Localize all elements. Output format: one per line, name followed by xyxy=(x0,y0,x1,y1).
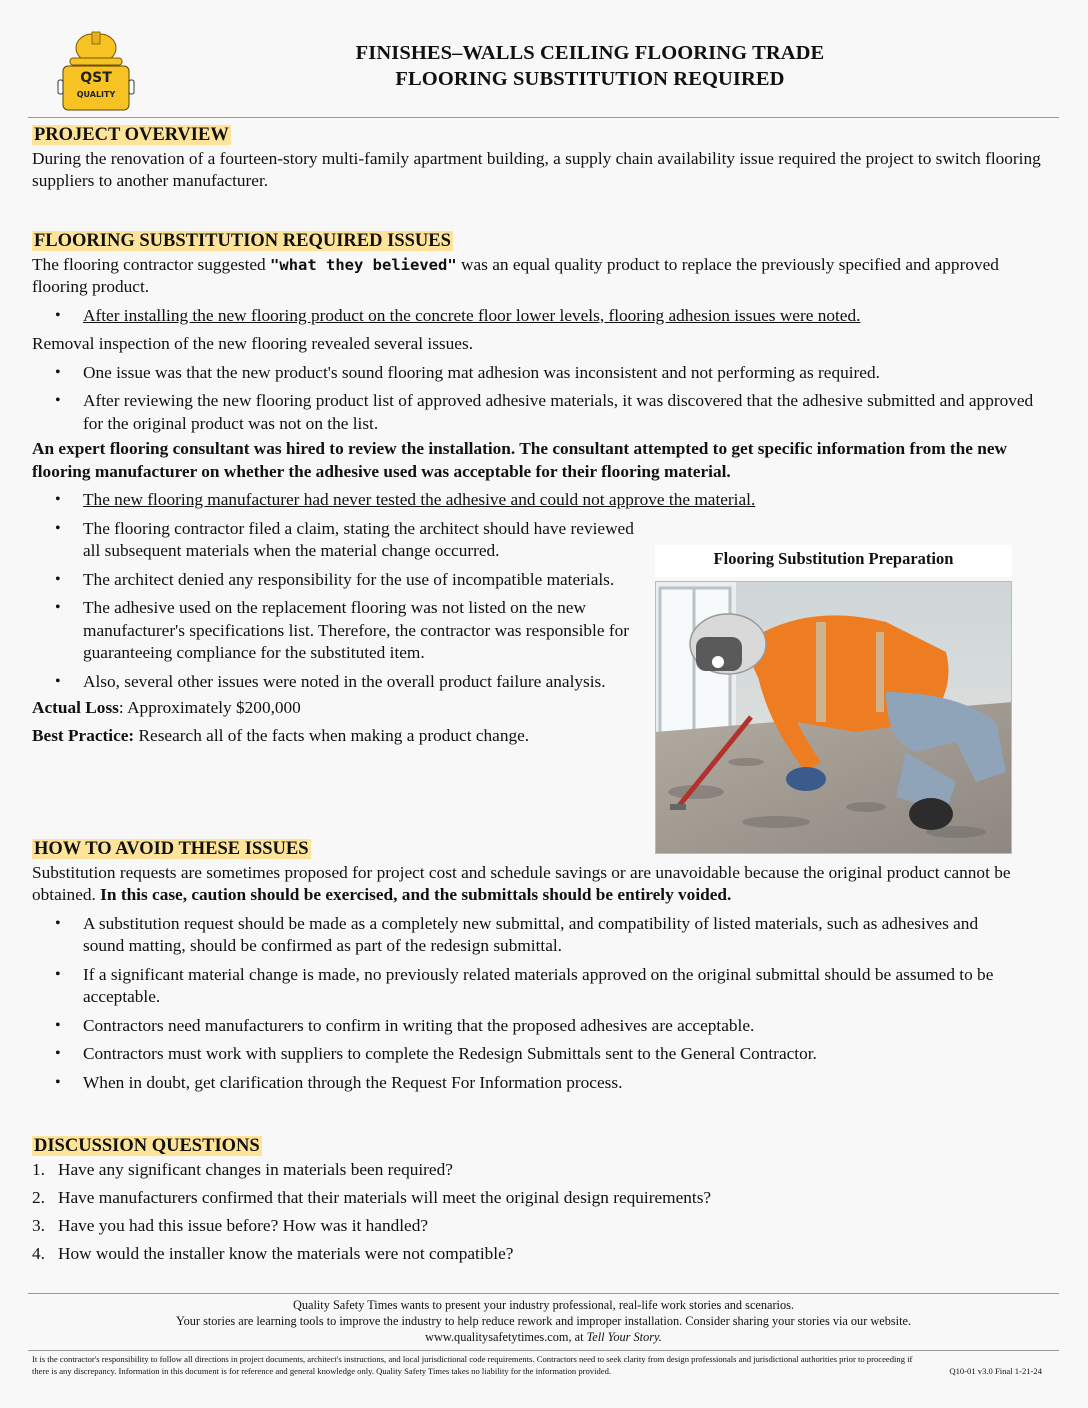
avoid-bullet-material-change: If a significant material change is made, no previously related materials approved on the original submittal should be assumed to be acceptable. xyxy=(83,964,994,1006)
project-overview-heading: PROJECT OVERVIEW xyxy=(34,125,229,145)
footer-divider xyxy=(28,1293,1059,1294)
bullet-adhesive-not-listed: After reviewing the new flooring product list of approved adhesive materials, it was discovered that the adhesive submitted and approved for the original product was not on the list. xyxy=(83,391,1034,433)
disclaimer-text: It is the contractor's responsibility to follow all directions in project documents, architect's instructions, and local jurisdictional code requirements. Contractors need to seek clarity from design professionals and jurisdictional authorities prior to proceeding if there is any discrepancy. Information in this document is for reference and general knowledge only. Quality Safety Times takes no liability for the information provided. xyxy=(32,1354,913,1376)
project-overview-text: During the renovation of a fourteen-story multi-family apartment building, a supply chain availability issue required the project to switch flooring suppliers to another manufacturer. xyxy=(32,148,1041,190)
avoid-issues-section xyxy=(32,838,1056,1100)
best-practice-value: Research all of the facts when making a product change. xyxy=(134,725,530,745)
tell-your-story-link[interactable]: Tell Your Story. xyxy=(586,1330,662,1344)
title-line-topic: FLOORING SUBSTITUTION REQUIRED xyxy=(395,68,785,90)
footer-divider-2 xyxy=(28,1350,1059,1351)
logo-text-quality: QUALITY xyxy=(76,90,116,99)
list-item xyxy=(32,1187,1056,1210)
question-number: 4. xyxy=(32,1243,45,1263)
list-item xyxy=(32,362,1056,385)
footer-website[interactable]: www.qualitysafetytimes.com, at xyxy=(425,1330,587,1344)
list-item xyxy=(32,913,1016,958)
discussion-section xyxy=(32,1135,1056,1271)
issues-list-2 xyxy=(32,362,1056,436)
question-text: Have you had this issue before? How was it handled? xyxy=(58,1215,429,1235)
list-item xyxy=(32,390,1056,435)
worker-photo-illustration xyxy=(656,582,1012,854)
photo-card xyxy=(655,545,1012,854)
discussion-questions xyxy=(32,1159,1056,1266)
bullet-mat-adhesion: One issue was that the new product's sound flooring mat adhesion was inconsistent and not performing as required. xyxy=(83,362,880,382)
issues-intro-text-end: was an equal quality product to replace the previously specified and approved flooring product. xyxy=(32,254,999,296)
footer-line-1: Quality Safety Times wants to present your industry professional, real-life work stories and scenarios. xyxy=(292,1298,794,1312)
list-item xyxy=(32,305,1056,328)
actual-loss-value: : Approximately $200,000 xyxy=(118,698,301,717)
bullet-contractor-responsible: The adhesive used on the replacement flooring was not listed on the new manufacturer's specifications list. Therefore, the contractor was responsible for guaranteeing compliance for the substituted item. xyxy=(83,598,629,662)
list-item xyxy=(32,489,1052,512)
bullet-adhesion-issues: After installing the new flooring product on the concrete floor lower levels, flooring adhesion issues were noted. xyxy=(83,305,861,325)
question-text: Have manufacturers confirmed that their materials will meet the original design requirements? xyxy=(58,1187,712,1207)
issues-intro xyxy=(32,254,1056,299)
avoid-intro-bold: In this case, caution should be exercised, and the submittals should be entirely voided. xyxy=(100,885,732,904)
question-number: 2. xyxy=(32,1187,45,1207)
title-line-trade: FINISHES–WALLS CEILING FLOORING TRADE xyxy=(355,42,825,64)
avoid-intro-text: Substitution requests are sometimes proposed for project cost and schedule savings or are unavoidable because the original product cannot be obtained. xyxy=(32,862,1011,904)
footer-line-3 xyxy=(28,1329,1059,1345)
worker-scraping-floor-photo xyxy=(655,581,1012,854)
issues-list-1 xyxy=(32,305,1056,328)
document-reference: Q10-01 v3.0 Final 1-21-24 xyxy=(949,1365,1042,1376)
list-item xyxy=(32,1215,1056,1238)
removal-inspection-text: Removal inspection of the new flooring revealed several issues. xyxy=(32,334,474,353)
header-divider xyxy=(28,117,1059,118)
avoid-issues-heading: HOW TO AVOID THESE ISSUES xyxy=(34,839,309,859)
list-item xyxy=(32,1072,1016,1095)
question-number: 1. xyxy=(32,1159,45,1179)
issues-list-3 xyxy=(32,489,756,693)
list-item xyxy=(32,597,652,665)
list-item xyxy=(32,1243,1056,1266)
best-practice-label: Best Practice: xyxy=(32,725,135,745)
logo-text-qst: QST xyxy=(80,70,112,86)
issues-intro-text: The flooring contractor suggested xyxy=(32,254,271,274)
avoid-list xyxy=(32,913,1056,1095)
disclaimer xyxy=(32,1354,1042,1377)
list-item xyxy=(32,518,652,563)
list-item xyxy=(32,569,652,592)
discussion-heading: DISCUSSION QUESTIONS xyxy=(34,1136,260,1156)
expert-consultant-text xyxy=(32,438,1056,483)
question-text: How would the installer know the materials were not compatible? xyxy=(58,1243,514,1263)
expert-consultant-bold: An expert flooring consultant was hired to review the installation. The consultant attempted to get specific information from the new flooring manufacturer on whether the adhesive used was acceptable for their flooring material. xyxy=(32,439,1008,481)
avoid-bullet-new-submittal: A substitution request should be made as a completely new submittal, and compatibility of listed materials, such as adhesives and sound matting, should be confirmed as part of the redesign submittal. xyxy=(83,913,979,955)
bullet-claim-filed: The flooring contractor filed a claim, stating the architect should have reviewed all subsequent materials when the material change occurred. xyxy=(83,518,634,560)
issues-intro-bold: "what they believed" xyxy=(270,255,457,274)
bullet-architect-denied: The architect denied any responsibility for the use of incompatible materials. xyxy=(83,569,615,589)
footer-line-2: Your stories are learning tools to improve the industry to help reduce rework and improper installation. Consider sharing your stories via our website. xyxy=(175,1314,912,1328)
bullet-other-issues: Also, several other issues were noted in the overall product failure analysis. xyxy=(83,671,606,691)
question-number: 3. xyxy=(32,1215,45,1235)
question-text: Have any significant changes in materials been required? xyxy=(58,1159,453,1179)
actual-loss-label: Actual Loss xyxy=(32,698,119,717)
photo-caption: Flooring Substitution Preparation xyxy=(655,545,1012,577)
project-overview-section xyxy=(32,124,1056,193)
issues-heading: FLOORING SUBSTITUTION REQUIRED ISSUES xyxy=(34,231,451,251)
list-item xyxy=(32,671,652,694)
qst-quality-logo xyxy=(56,28,136,114)
list-item xyxy=(32,964,1016,1009)
avoid-bullet-suppliers: Contractors must work with suppliers to complete the Redesign Submittals sent to the General Contractor. xyxy=(83,1044,817,1063)
list-item xyxy=(32,1159,1056,1182)
avoid-bullet-confirm-writing: Contractors need manufacturers to confirm in writing that the proposed adhesives are acceptable. xyxy=(83,1015,755,1035)
list-item xyxy=(32,1043,1016,1066)
avoid-intro xyxy=(32,862,1056,907)
avoid-bullet-rfi: When in doubt, get clarification through the Request For Information process. xyxy=(83,1072,623,1092)
list-item xyxy=(32,1015,1016,1038)
footer-notice xyxy=(28,1297,1059,1345)
bullet-never-tested: The new flooring manufacturer had never tested the adhesive and could not approve the material. xyxy=(83,490,756,509)
page-title xyxy=(200,40,980,92)
